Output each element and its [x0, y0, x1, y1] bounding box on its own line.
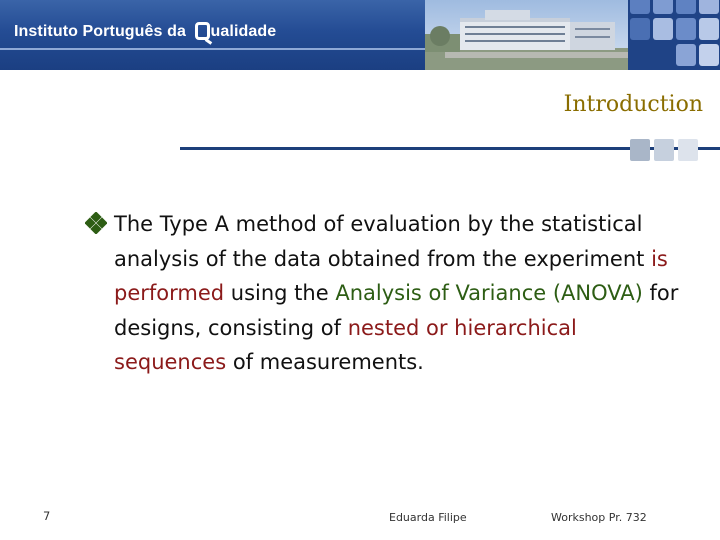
bullet-text [114, 207, 685, 380]
diamond-bullet-icon [85, 212, 107, 234]
bullet-highlight-anova: Analysis of Variance (ANOVA) [335, 281, 643, 305]
title-decorative-squares [630, 139, 702, 161]
bullet-segment: for designs, consisting of [114, 281, 679, 340]
bullet-highlight-performed: is performed [114, 246, 668, 305]
building-photo [425, 0, 630, 70]
footer-author: Eduarda Filipe [389, 511, 467, 524]
bullet-paragraph [85, 207, 685, 380]
decorative-tiles [628, 0, 720, 70]
page-number: 7 [43, 509, 51, 523]
header-title [14, 22, 276, 41]
slide-title: Introduction [563, 92, 703, 117]
bullet-segment: of measurements. [226, 350, 424, 374]
bullet-highlight-nested: nested or hierarchical sequences [114, 315, 577, 374]
q-logo-icon [195, 22, 210, 40]
footer-workshop: Workshop Pr. 732 [551, 511, 647, 524]
header-divider [0, 48, 430, 50]
header-banner [0, 0, 720, 70]
header-title-end: ualidade [210, 23, 277, 40]
header-title-start: Instituto Português da [14, 23, 191, 40]
bullet-segment: The Type A method of evaluation by the statistical analysis of the data obtained from the experiment [114, 212, 652, 271]
bullet-segment: using the [224, 281, 336, 305]
